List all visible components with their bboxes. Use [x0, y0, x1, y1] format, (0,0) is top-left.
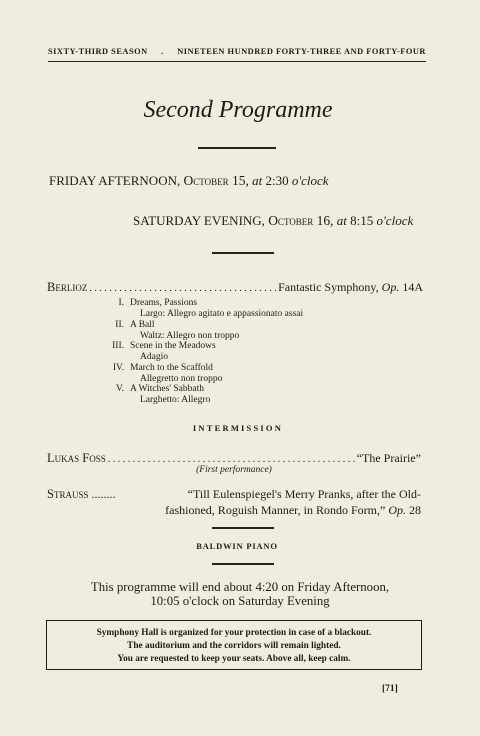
movement-title: A Witches' Sabbath	[130, 384, 204, 394]
works-rule	[212, 527, 274, 529]
leader-dots: ........	[91, 487, 116, 501]
movement-item	[118, 298, 304, 319]
leader-dots	[108, 451, 355, 466]
perf-date: October 15,	[183, 173, 249, 188]
movement-tempo: Larghetto: Allegro	[140, 394, 211, 405]
perf-date: October 16,	[268, 213, 334, 228]
season-right: NINETEEN HUNDRED FORTY-THREE AND FORTY-FOUR	[177, 47, 426, 56]
work-title: “The Prairie”	[356, 451, 421, 465]
movement-number: I.	[118, 298, 124, 308]
movement-tempo: Waltz: Allegro non troppo	[140, 330, 240, 341]
movement-item	[115, 384, 211, 405]
strauss-entry	[47, 486, 421, 518]
page-title: Second Programme	[143, 97, 333, 123]
perf-time: 8:15	[350, 213, 374, 228]
page-number: [71]	[382, 684, 398, 694]
season-header	[48, 47, 426, 56]
baldwin-piano-credit: BALDWIN PIANO	[196, 541, 278, 551]
performance-friday	[49, 173, 329, 189]
season-left: SIXTY-THIRD SEASON	[48, 47, 148, 56]
movement-item	[112, 341, 216, 362]
end-time-line2: 10:05 o'clock on Saturday Evening	[150, 594, 330, 608]
perf-oclock: o'clock	[291, 173, 329, 188]
movement-title: March to the Scaffold	[130, 363, 213, 373]
movement-number: V.	[115, 384, 124, 394]
perf-time: 2:30	[265, 173, 289, 188]
intermission-heading: INTERMISSION	[192, 423, 284, 433]
performance-saturday	[133, 213, 413, 229]
movement-tempo: Largo: Allegro agitato e appassionato assai	[140, 308, 304, 319]
perf-oclock: o'clock	[376, 213, 414, 228]
notice-line1: Symphony Hall is organized for your protection in case of a blackout.	[96, 628, 372, 638]
movement-number: II.	[115, 320, 124, 330]
composer-name: Strauss	[47, 487, 89, 501]
perf-day: SATURDAY EVENING,	[133, 213, 265, 228]
performances-rule	[212, 252, 274, 254]
movement-tempo: Adagio	[140, 351, 168, 362]
first-performance-note: (First performance)	[196, 465, 272, 475]
leader-dots	[89, 280, 276, 295]
composer-name: Lukas Foss	[47, 451, 106, 465]
notice-line3: You are requested to keep your seats. Above all, keep calm.	[117, 653, 351, 664]
movement-item	[115, 320, 240, 341]
notice-line2: The auditorium and the corridors will remain lighted.	[127, 640, 341, 651]
perf-at: at	[252, 173, 263, 188]
work-title: Fantastic Symphony, Op. 14A	[278, 280, 423, 294]
movement-title: A Ball	[130, 320, 155, 330]
composer-name: Berlioz	[47, 280, 88, 294]
movement-title: Scene in the Meadows	[130, 341, 216, 351]
movement-title: Dreams, Passions	[130, 298, 198, 308]
end-time-note	[0, 580, 480, 608]
movement-tempo: Allegretto non troppo	[140, 373, 223, 384]
credit-rule	[212, 563, 274, 565]
work-title-line1: “Till Eulenspiegel's Merry Pranks, after the Old-	[187, 487, 421, 501]
movement-number: III.	[112, 341, 124, 351]
blackout-notice-box	[46, 620, 422, 670]
movement-number: IV.	[112, 363, 124, 373]
berlioz-entry	[47, 280, 423, 295]
header-rule	[48, 61, 426, 62]
foss-entry	[47, 451, 421, 466]
end-time-line1: This programme will end about 4:20 on Friday Afternoon,	[90, 580, 390, 594]
movement-item	[112, 363, 223, 384]
season-separator: .	[161, 47, 164, 56]
perf-at: at	[336, 213, 347, 228]
title-rule	[198, 147, 276, 149]
work-title-line2: fashioned, Roguish Manner, in Rondo Form,” Op. 28	[165, 503, 421, 517]
perf-day: FRIDAY AFTERNOON,	[49, 173, 181, 188]
